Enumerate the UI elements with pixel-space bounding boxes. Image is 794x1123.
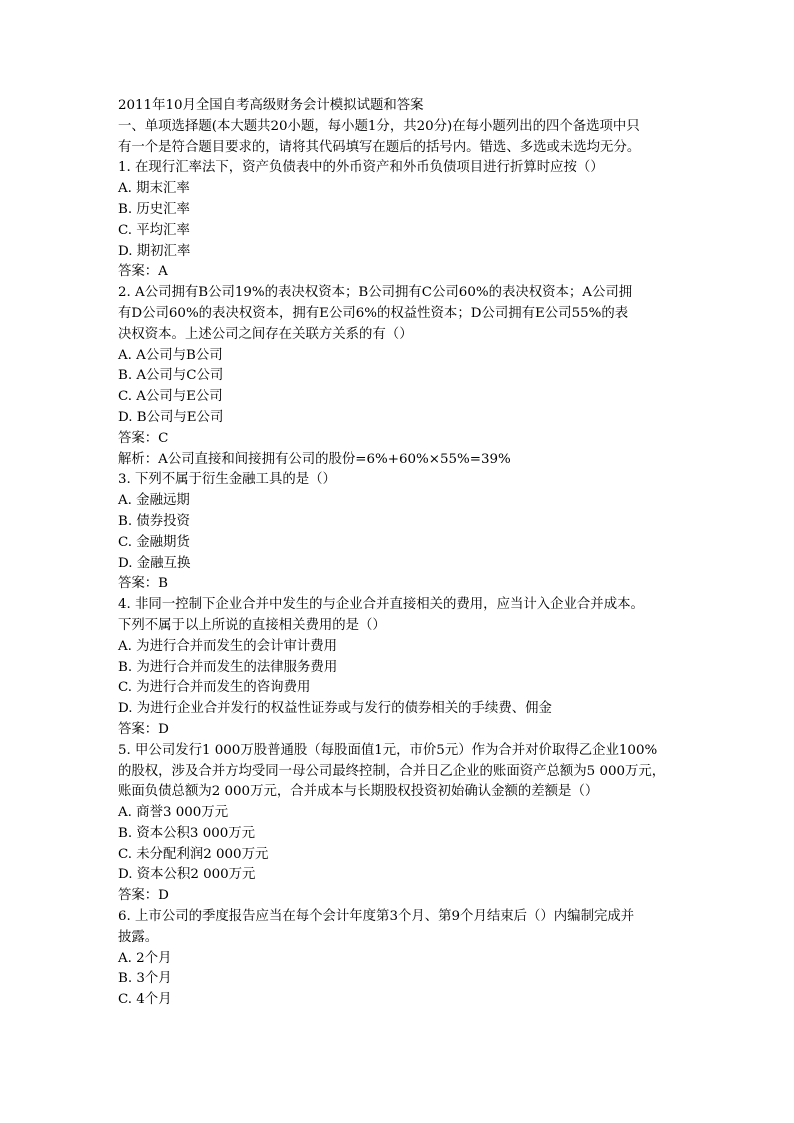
instruction-line: 一、单项选择题(本大题共20小题，每小题1分，共20分)在每小题列出的四个备选项中只 bbox=[118, 118, 640, 134]
answer-line: 答案：C bbox=[118, 430, 169, 446]
option-line: A. 为进行合并而发生的会计审计费用 bbox=[118, 638, 338, 654]
question-1-stem: 1. 在现行汇率法下，资产负债表中的外币资产和外币负债项目进行折算时应按（） bbox=[118, 160, 604, 176]
option-line: B. 历史汇率 bbox=[118, 201, 190, 217]
option-line: D. 金融互换 bbox=[118, 555, 191, 571]
question-5-stem: 的股权，涉及合并方均受同一母公司最终控制，合并日乙企业的账面资产总额为5 000万元， bbox=[118, 763, 666, 779]
question-2-stem: 决权资本。上述公司之间存在关联方关系的有（） bbox=[118, 326, 413, 342]
question-6-stem: 披露。 bbox=[118, 929, 159, 945]
answer-line: 答案：B bbox=[118, 576, 169, 592]
option-line: A. A公司与B公司 bbox=[118, 347, 223, 363]
option-line: C. 4个月 bbox=[118, 992, 172, 1008]
question-5-stem: 账面负债总额为2 000万元，合并成本与长期股权投资初始确认金额的差额是（） bbox=[118, 784, 599, 800]
option-line: D. 资本公积2 000万元 bbox=[118, 867, 256, 883]
explanation-line: 解析：A公司直接和间接拥有公司的股份=6%+60%×55%=39% bbox=[118, 451, 511, 467]
option-line: D. 为进行企业合并发行的权益性证券或与发行的债券相关的手续费、佣金 bbox=[118, 701, 552, 717]
option-line: B. 3个月 bbox=[118, 971, 172, 987]
option-line: A. 2个月 bbox=[118, 950, 172, 966]
document-body bbox=[118, 96, 678, 1011]
option-line: D. B公司与E公司 bbox=[118, 409, 224, 425]
question-6-stem: 6. 上市公司的季度报告应当在每个会计年度第3个月、第9个月结束后（）内编制完成并 bbox=[118, 909, 635, 925]
question-4-stem: 下列不属于以上所说的直接相关费用的是（） bbox=[118, 617, 386, 633]
answer-line: 答案：D bbox=[118, 888, 169, 904]
option-line: C. 平均汇率 bbox=[118, 222, 190, 238]
instruction-line: 有一个是符合题目要求的，请将其代码填写在题后的括号内。错选、多选或未选均无分。 bbox=[118, 139, 641, 155]
option-line: B. 资本公积3 000万元 bbox=[118, 825, 256, 841]
option-line: C. 未分配利润2 000万元 bbox=[118, 846, 269, 862]
option-line: B. 债券投资 bbox=[118, 513, 190, 529]
answer-line: 答案：A bbox=[118, 264, 168, 280]
document-title: 2011年10月全国自考高级财务会计模拟试题和答案 bbox=[118, 98, 424, 113]
question-4-stem: 4. 非同一控制下企业合并中发生的与企业合并直接相关的费用，应当计入企业合并成本。 bbox=[118, 597, 644, 613]
option-line: C. A公司与E公司 bbox=[118, 389, 223, 405]
option-line: B. 为进行合并而发生的法律服务费用 bbox=[118, 659, 338, 675]
question-3-stem: 3. 下列不属于衍生金融工具的是（） bbox=[118, 472, 336, 488]
question-5-stem: 5. 甲公司发行1 000万股普通股（每股面值1元，市价5元）作为合并对价取得乙企业100% bbox=[118, 742, 658, 758]
question-2-stem: 2. A公司拥有B公司19%的表决权资本；B公司拥有C公司60%的表决权资本；A公司拥 bbox=[118, 285, 633, 301]
option-line: A. 期末汇率 bbox=[118, 181, 190, 197]
option-line: C. 为进行合并而发生的咨询费用 bbox=[118, 680, 311, 696]
option-line: A. 商誉3 000万元 bbox=[118, 805, 229, 821]
option-line: C. 金融期货 bbox=[118, 534, 190, 550]
option-line: B. A公司与C公司 bbox=[118, 368, 224, 384]
question-2-stem: 有D公司60%的表决权资本，拥有E公司6%的权益性资本；D公司拥有E公司55%的表 bbox=[118, 305, 629, 321]
answer-line: 答案：D bbox=[118, 721, 169, 737]
option-line: D. 期初汇率 bbox=[118, 243, 191, 259]
option-line: A. 金融远期 bbox=[118, 493, 190, 509]
